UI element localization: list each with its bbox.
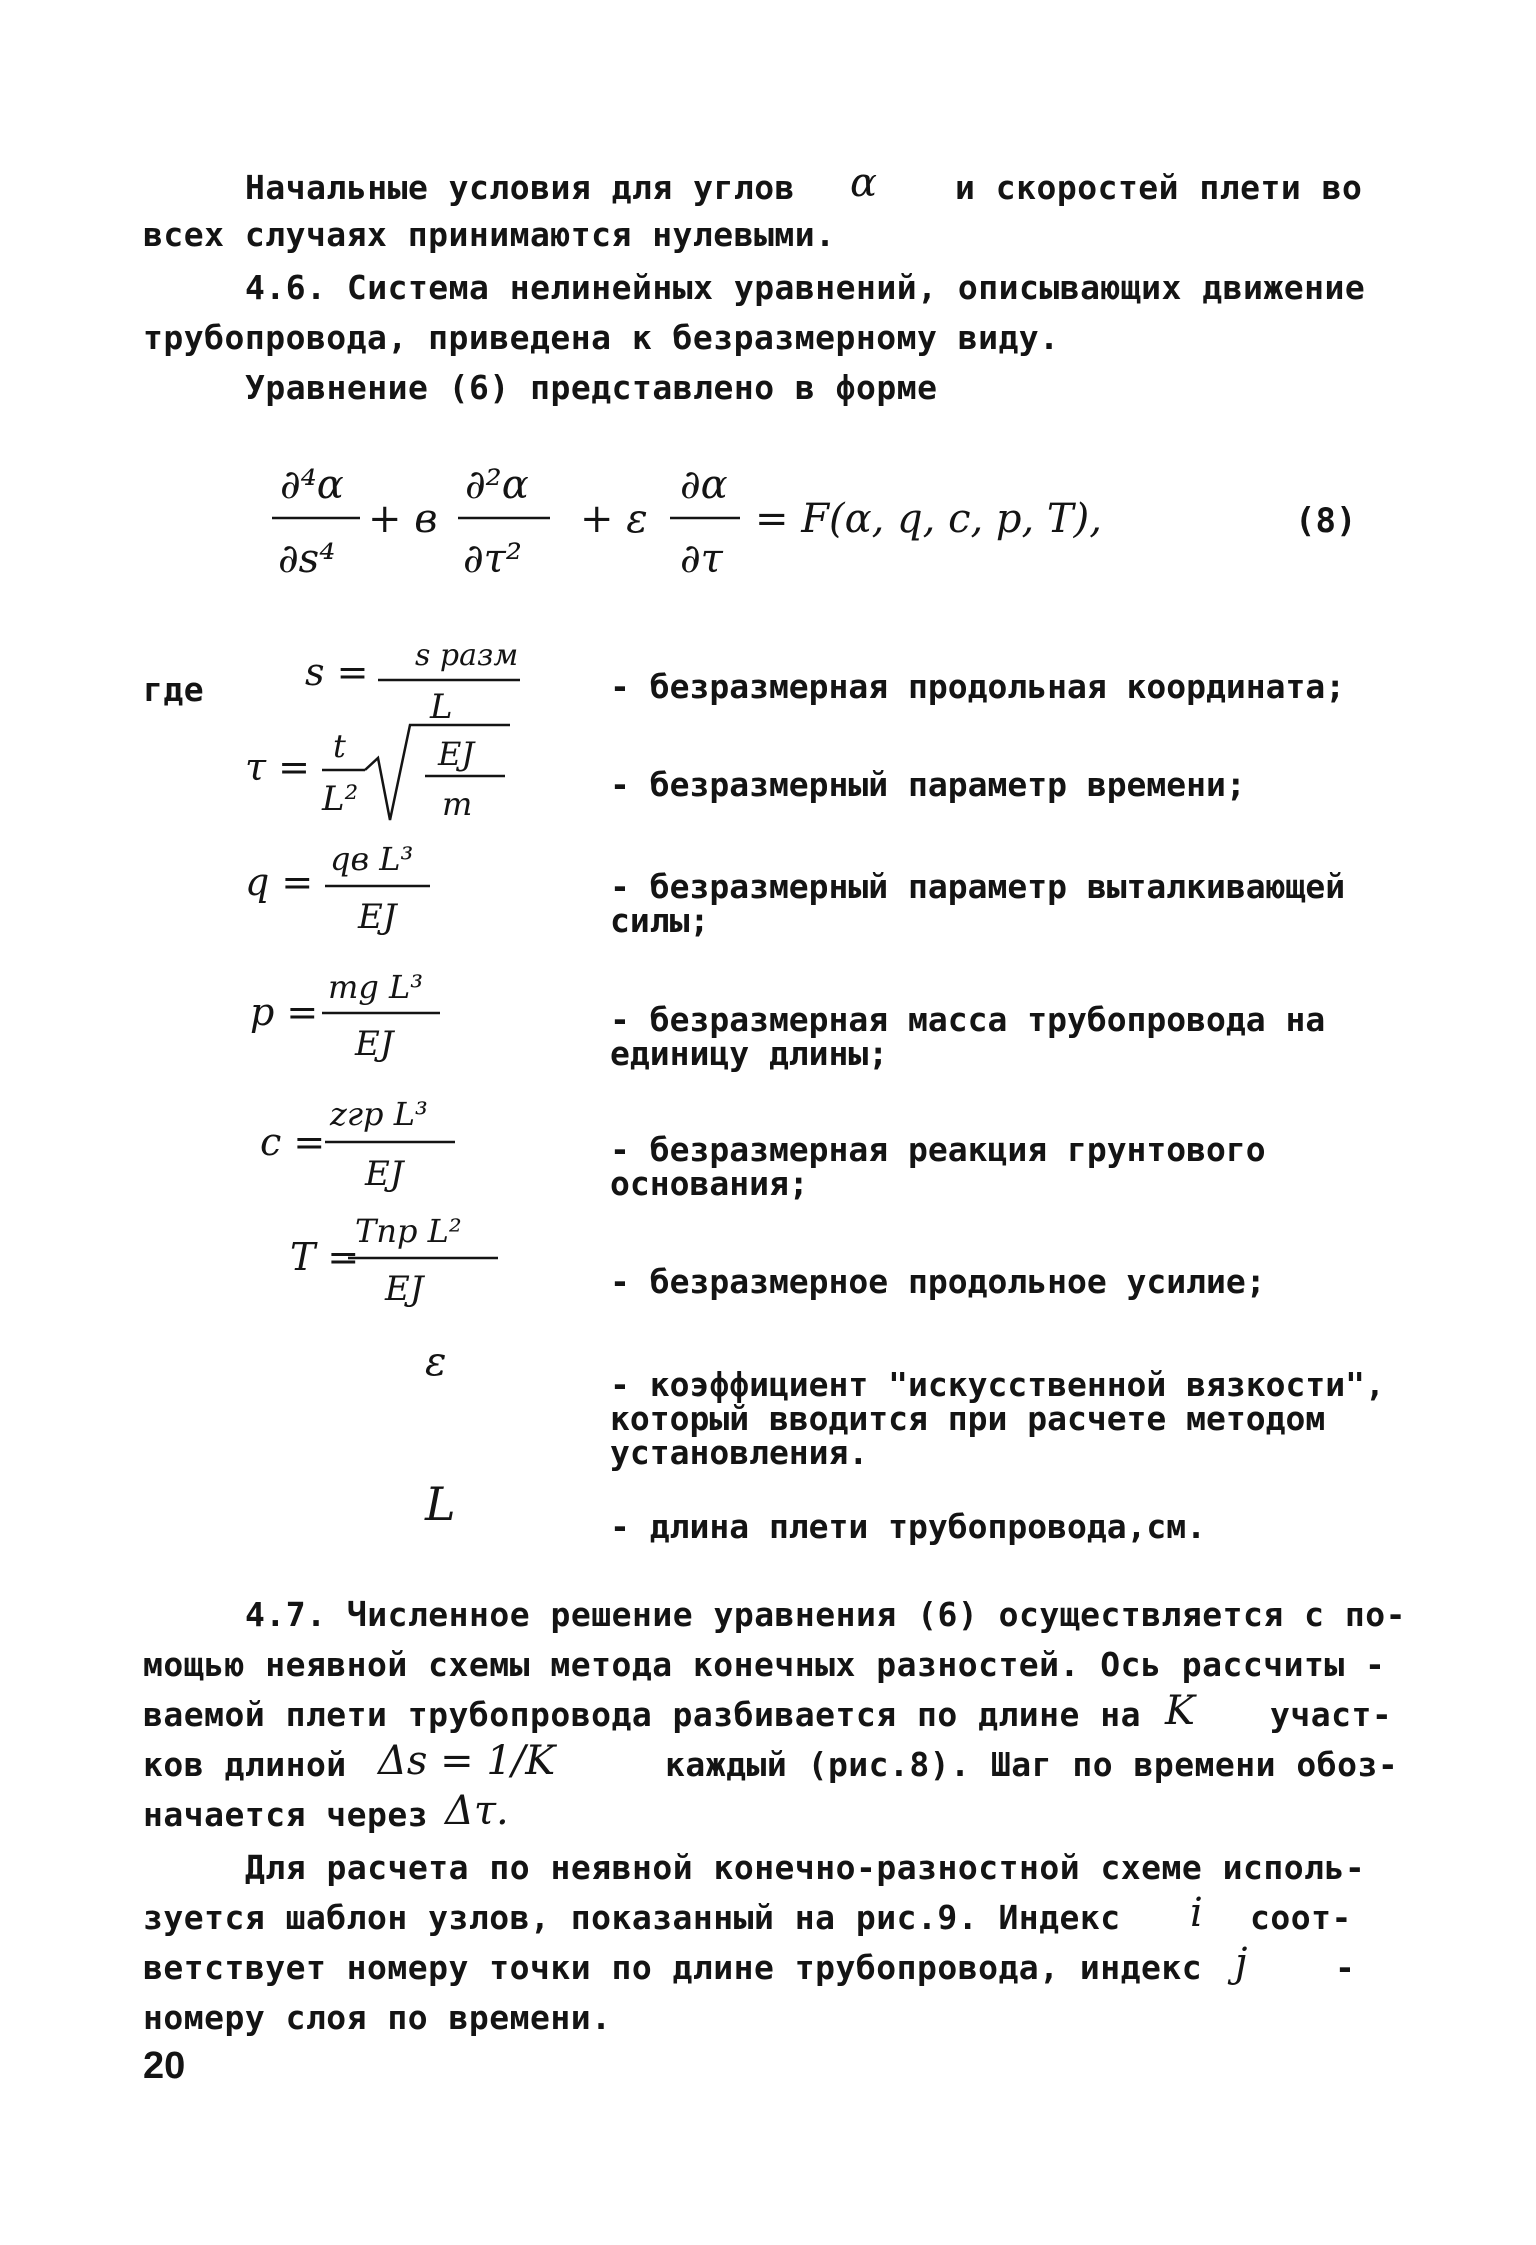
def-tau-den: L²	[322, 779, 359, 819]
sec47-line-4b: каждый (рис.8). Шаг по времени обоз-	[665, 1745, 1399, 1784]
eq-plus-b: + в	[368, 496, 438, 542]
def-p-lhs: p =	[250, 990, 319, 1034]
sec47-line-5a: начается через	[143, 1795, 429, 1834]
def-p-den: EJ	[355, 1024, 394, 1064]
def-text-L: - длина плети трубопровода,см.	[610, 1507, 1207, 1546]
sec46-line-2: трубопровода, приведена к безразмерному виду.	[143, 318, 1060, 357]
def-p-num: mg L³	[328, 968, 424, 1006]
def-q-num: qв L³	[330, 840, 414, 878]
intro-line-1b: и скоростей плети во	[955, 168, 1363, 207]
last-line-2a: зуется шаблон узлов, показанный на рис.9. Индекс	[143, 1898, 1121, 1937]
page-number: 20	[143, 2045, 186, 2087]
eq-rhs: = F(α, q, c, p, T),	[755, 496, 1102, 542]
def-text-p: - безразмерная масса трубопровода на единицу длины;	[610, 1000, 1326, 1073]
eq-term1-den: ∂s⁴	[278, 536, 336, 582]
j-symbol: j	[1235, 1940, 1248, 1986]
sec47-line-4a: ков длиной	[143, 1745, 347, 1784]
def-text-c: - безразмерная реакция грунтового основания;	[610, 1130, 1266, 1203]
sec46-line-1: 4.6. Система нелинейных уравнений, описывающих движение	[245, 268, 1366, 307]
def-L-lhs: L	[425, 1477, 456, 1531]
def-s-lhs: s =	[305, 650, 369, 694]
def-T-num: Tпр L²	[355, 1212, 462, 1250]
eq-number: (8)	[1295, 501, 1357, 541]
last-line-1: Для расчета по неявной конечно-разностной схеме исполь-	[245, 1848, 1366, 1887]
def-tau-num: t	[333, 727, 346, 765]
def-q-lhs: q =	[245, 860, 314, 904]
delta-tau-formula: Δτ.	[445, 1788, 509, 1834]
intro-line-2: всех случаях принимаются нулевыми.	[143, 215, 836, 254]
definition-formulas	[230, 630, 570, 1550]
def-text-eps: - коэффициент "искусственной вязкости", который вводится при расчете методом установления.	[610, 1365, 1385, 1472]
def-T-lhs: T =	[290, 1235, 360, 1279]
eq-term3-den: ∂τ	[680, 536, 723, 582]
delta-s-formula: Δs = 1/K	[378, 1738, 556, 1784]
def-tau-root-den: m	[442, 785, 473, 823]
last-line-4: номеру слоя по времени.	[143, 1998, 612, 2037]
K-symbol: K	[1165, 1688, 1195, 1734]
def-c-num: zгр L³	[330, 1095, 428, 1133]
sec47-line-3a: ваемой плети трубопровода разбивается по длине на	[143, 1695, 1142, 1734]
def-T-den: EJ	[385, 1269, 424, 1309]
def-s-num: s разм	[415, 638, 519, 673]
i-symbol: i	[1190, 1890, 1203, 1936]
last-line-3b: -	[1335, 1948, 1356, 1987]
eq-term2-den: ∂τ²	[463, 536, 522, 582]
intro-line-1a: Начальные условия для углов	[245, 168, 795, 207]
def-text-tau: - безразмерный параметр времени;	[610, 765, 1246, 804]
last-line-2b: соот-	[1250, 1898, 1352, 1937]
eq-term2-num: ∂²α	[465, 462, 529, 508]
def-c-lhs: c =	[260, 1120, 326, 1164]
eq-term1-num: ∂⁴α	[280, 462, 344, 508]
sec47-line-3b: участ-	[1270, 1695, 1393, 1734]
where-label: где	[143, 670, 205, 709]
def-text-s: - безразмерная продольная координата;	[610, 667, 1346, 706]
sec47-line-1: 4.7. Численное решение уравнения (6) осуществляется с по-	[245, 1595, 1406, 1634]
def-eps-lhs: ε	[425, 1339, 447, 1385]
def-text-q: - безразмерный параметр выталкивающей силы;	[610, 867, 1346, 940]
alpha-symbol: α	[850, 160, 878, 206]
def-s-den: L	[430, 687, 453, 727]
eq-plus-e: + ε	[580, 496, 648, 542]
eq-term3-num: ∂α	[680, 462, 728, 508]
sec47-line-2: мощью неявной схемы метода конечных разностей. Ось рассчиты -	[143, 1645, 1386, 1684]
equation-8	[260, 450, 1360, 600]
def-text-T: - безразмерное продольное усилие;	[610, 1262, 1266, 1301]
def-tau-root-num: EJ	[438, 735, 475, 773]
def-q-den: EJ	[358, 897, 397, 937]
def-tau-lhs: τ =	[245, 745, 310, 789]
sec46-line-3: Уравнение (6) представлено в форме	[245, 368, 938, 407]
def-c-den: EJ	[365, 1154, 404, 1194]
last-line-3a: ветствует номеру точки по длине трубопровода, индекс	[143, 1948, 1203, 1987]
